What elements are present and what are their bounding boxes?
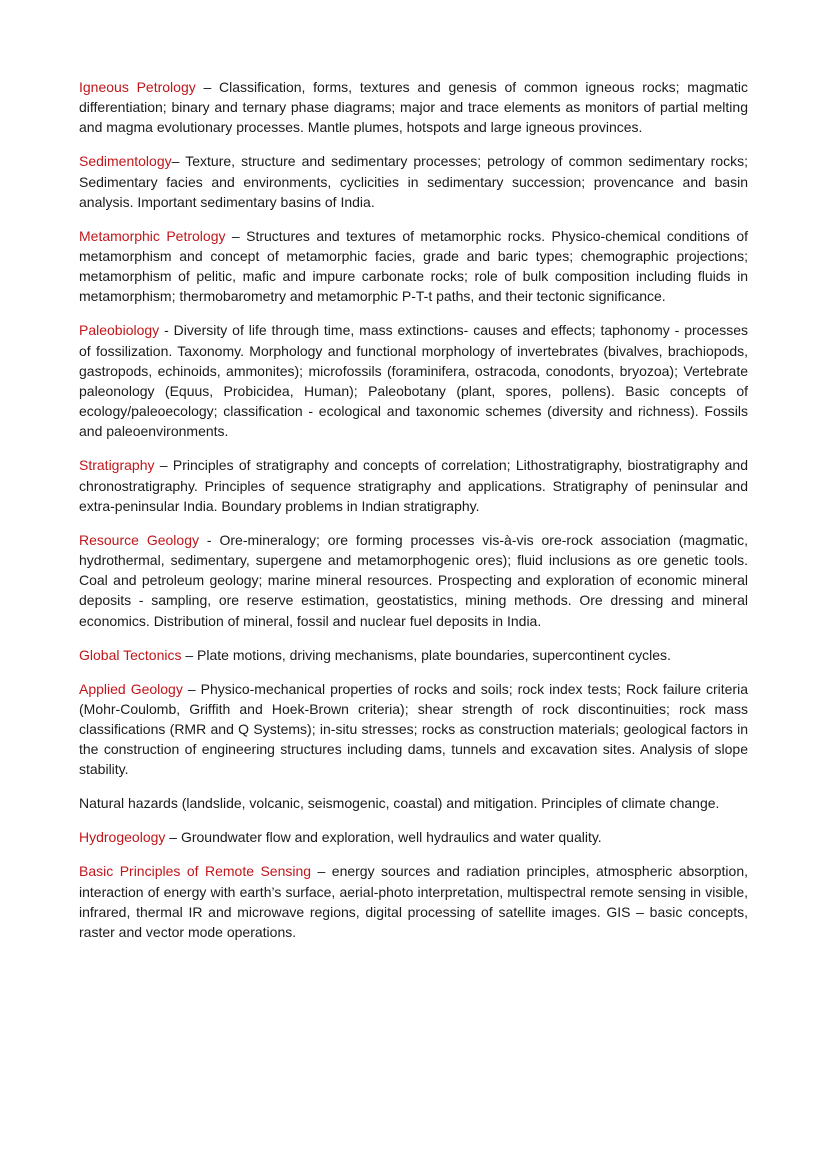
section-text: – Classification, forms, textures and genesis of common igneous rocks; magmatic differentiation; binary and ternary phase diagrams; major and trace elements as monitors of partial melting and magma evolutionary processes. Mantle plumes, hotspots and large igneous provinces. [79, 79, 748, 136]
section-text: - Diversity of life through time, mass extinctions- causes and effects; taphonomy - processes of fossilization. Taxonomy. Morphology and functional morphology of invertebrates (bivalves, brachiopods, gastropods, echinoids, ammonites); microfossils (foraminifera, ostracoda, conodonts, bryozoa); Vertebrate paleonology (Equus, Probicidea, Human); Paleobotany (plant, spores, pollens). Basic concepts of ecology/paleoecology; classification - ecological and taxonomic schemes (diversity and richness). Fossils and paleoenvironments. [79, 322, 748, 440]
section-igneous-petrology [79, 77, 748, 138]
syllabus-document [79, 77, 748, 956]
section-sedimentology [79, 151, 748, 212]
section-heading: Resource Geology [79, 531, 199, 548]
section-resource-geology [79, 530, 748, 631]
section-text: – Principles of stratigraphy and concepts of correlation; Lithostratigraphy, biostratigraphy and chronostratigraphy. Principles of sequence stratigraphy and applications. Stratigraphy of peninsular and extra-peninsular India. Boundary problems in Indian stratigraphy. [79, 457, 748, 514]
section-text: – Groundwater flow and exploration, well hydraulics and water quality. [165, 829, 602, 846]
section-hydrogeology [79, 827, 748, 847]
section-heading: Metamorphic Petrology [79, 227, 226, 244]
section-text: - Ore-mineralogy; ore forming processes vis-à-vis ore-rock association (magmatic, hydrothermal, sedimentary, supergene and metamorphogenic ores); fluid inclusions as ore genetic tools. Coal and petroleum geology; marine mineral resources. Prospecting and exploration of economic mineral deposits - sampling, ore reserve estimation, geostatistics, mining methods. Ore dressing and mineral economics. Distribution of mineral, fossil and nuclear fuel deposits in India. [79, 531, 748, 629]
section-heading: Basic Principles of Remote Sensing [79, 863, 312, 880]
section-applied-geology [79, 679, 748, 780]
section-stratigraphy [79, 455, 748, 516]
section-heading: Igneous Petrology [79, 79, 196, 95]
section-text: – Structures and textures of metamorphic rocks. Physico-chemical conditions of metamorphism and concept of metamorphic facies, grade and baric types; chemographic projections; metamorphism of pelitic, mafic and impure carbonate rocks; role of bulk composition including fluids in metamorphism; thermobarometry and metamorphic P-T-t paths, and their tectonic significance. [79, 227, 748, 305]
section-remote-sensing [79, 861, 748, 942]
section-heading: Stratigraphy [79, 457, 155, 474]
section-text: – Physico-mechanical properties of rocks and soils; rock index tests; Rock failure criteria (Mohr-Coulomb, Griffith and Hoek-Brown criteria); shear strength of rock discontinuities; rock mass classifications (RMR and Q Systems); in-situ stresses; rocks as construction materials; geological factors in the construction of engineering structures including dams, tunnels and excavation sites. Analysis of slope stability. [79, 680, 748, 778]
section-text: – Texture, structure and sedimentary processes; petrology of common sedimentary rocks; Sedimentary facies and environments, cyclicities in sedimentary succession; provencance and basin analysis. Important sedimentary basins of India. [79, 153, 748, 210]
section-global-tectonics [79, 645, 748, 665]
section-heading: Applied Geology [79, 680, 183, 697]
section-text: Natural hazards (landslide, volcanic, seismogenic, coastal) and mitigation. Principles of climate change. [79, 795, 720, 812]
section-metamorphic-petrology [79, 226, 748, 307]
section-text: – energy sources and radiation principles, atmospheric absorption, interaction of energy with earth’s surface, aerial-photo interpretation, multispectral remote sensing in visible, infrared, thermal IR and microwave regions, digital processing of satellite images. GIS – basic concepts, raster and vector mode operations. [79, 863, 749, 941]
section-heading: Paleobiology [79, 322, 160, 339]
section-paleobiology [79, 320, 748, 441]
section-heading: Global Tectonics [79, 646, 182, 663]
section-text: – Plate motions, driving mechanisms, plate boundaries, supercontinent cycles. [181, 646, 671, 663]
section-heading: Sedimentology [79, 153, 172, 170]
section-heading: Hydrogeology [79, 829, 166, 846]
section-natural-hazards [79, 793, 748, 813]
